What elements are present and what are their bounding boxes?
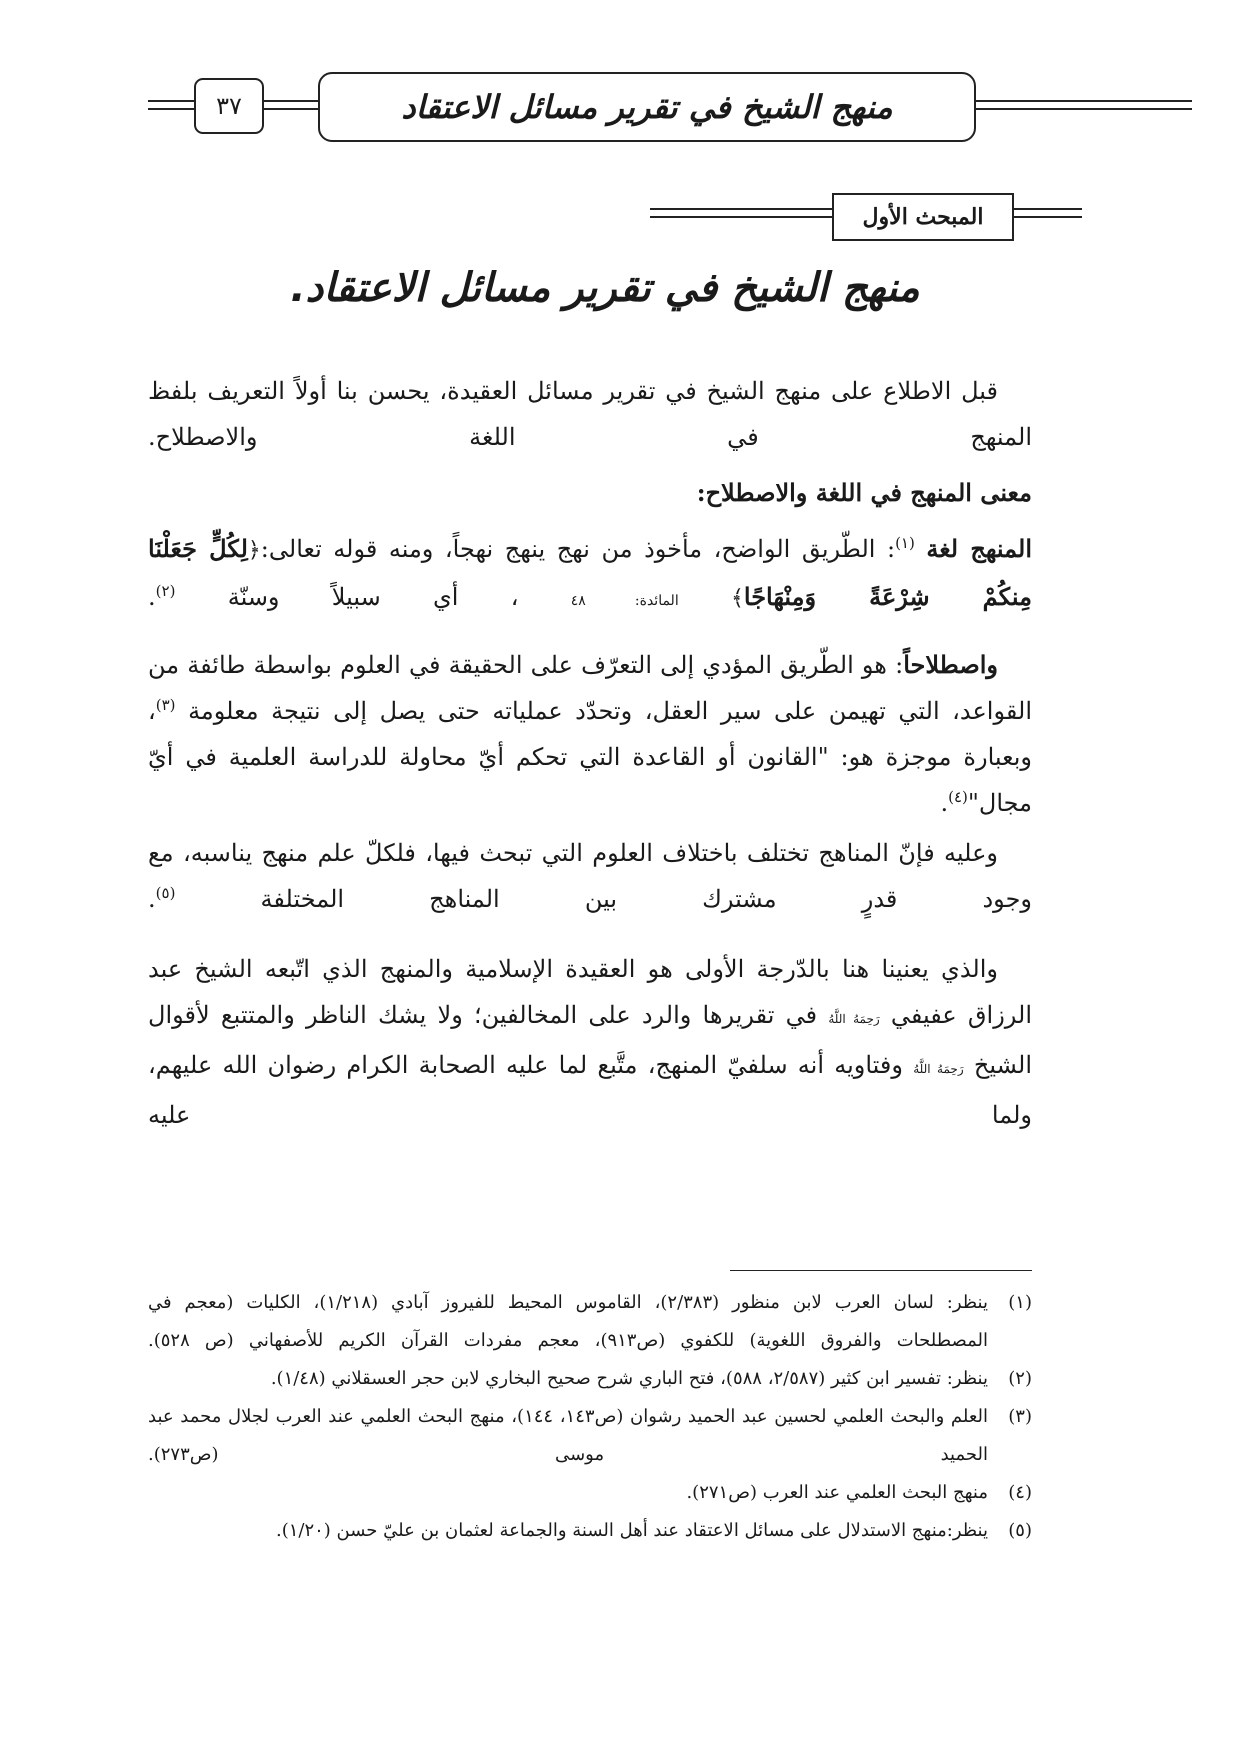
lang-term: المنهج لغة (926, 534, 1033, 563)
footnote-separator (730, 1270, 1032, 1271)
page-number (194, 78, 264, 134)
creed-text-c: وفتاويه أنه سلفيّ المنهج، متَّبع لما عليه الصحابة الكرام رضوان الله عليهم، ولما عليه (148, 1051, 1032, 1129)
running-title-text: منهج الشيخ في تقرير مسائل الاعتقاد (401, 88, 893, 126)
footnotes (148, 1284, 1032, 1550)
footnote-text: ينظر: تفسير ابن كثير (٢/٥٨٧، ٥٨٨)، فتح الباري شرح صحيح البخاري لابن حجر العسقلاني (١/٤٨). (270, 1368, 988, 1389)
footnote-ref-1: (١) (895, 534, 915, 552)
footnote-2 (148, 1360, 1032, 1398)
subheading: معنى المنهج في اللغة والاصطلاح: (696, 478, 1032, 507)
header-rule-left-top (148, 100, 194, 102)
ayah-bracket-close: ﴾ (731, 586, 744, 611)
creed-text-a: والذي يعنينا هنا بالدّرجة الأولى هو العقيدة الإسلامية والمنهج الذي اتّبعه الشيخ عبد الرزاق عفيفي (148, 955, 1033, 1029)
lang-text-c: . (148, 583, 156, 611)
header-rule-right-bottom (976, 108, 1192, 110)
methods-paragraph (148, 830, 1032, 922)
footnote-text: ينظر:منهج الاستدلال على مسائل الاعتقاد عند أهل السنة والجماعة لعثمان بن عليّ حسن (١/٢٠). (275, 1520, 988, 1541)
section-label (832, 193, 1014, 241)
footnote-5 (148, 1512, 1032, 1550)
header-rule-mid-top (264, 100, 318, 102)
footnote-ref-5: (٥) (155, 884, 176, 902)
header-rule-right-top (976, 100, 1192, 102)
section-rule-left-bottom (650, 216, 832, 218)
footnote-4 (148, 1474, 1032, 1512)
lang-definition-paragraph (148, 526, 1032, 624)
ayah-bracket-open: ﴿ (247, 538, 261, 563)
quran-verse: لِكُلٍّ جَعَلْنَا مِنكُمْ شِرْعَةً وَمِنْهَاجًا (148, 534, 1032, 611)
section-rule-left-top (650, 208, 832, 210)
page-title: منهج الشيخ في تقرير مسائل الاعتقاد. (290, 265, 920, 311)
footnote-number: (٤) (1008, 1482, 1032, 1503)
lang-text-b: ، أي سبيلاً وسنّة (227, 583, 519, 611)
footnote-number: (١) (1008, 1292, 1032, 1313)
footnote-text: العلم والبحث العلمي لحسين عبد الحميد رشوان (ص١٤٣، ١٤٤)، منهج البحث العلمي عند العرب لجلال محمد عبد الحميد موسى (ص٢٧٣). (148, 1406, 989, 1465)
verse-citation: المائدة: ٤٨ (570, 593, 679, 609)
footnote-number: (٥) (1008, 1520, 1032, 1541)
footnote-text: ينظر: لسان العرب لابن منظور (٢/٣٨٣)، القاموس المحيط للفيروز آبادي (١/٢١٨)، الكليات (معجم في المصطلحات والفروق اللغوية) للكفوي (ص٩١٣)، معجم مفردات القرآن الكريم للأصفهاني (ص ٥٢٨). (148, 1292, 989, 1351)
footnote-ref-4: (٤) (948, 788, 968, 806)
honorific-2: رَحِمَهُ اللَّهُ (913, 1062, 964, 1076)
intro-block (148, 368, 1032, 624)
methods-text-a: وعليه فإنّ المناهج تختلف باختلاف العلوم التي تبحث فيها، فلكلّ علم منهج يناسبه، مع وجود قدرٍ مشترك بين المناهج المختلفة (148, 839, 1033, 913)
footnote-ref-2: (٢) (155, 582, 176, 600)
header-rule-left-bottom (148, 108, 194, 110)
methods-text-b: . (148, 885, 156, 913)
header-rule-mid-bottom (264, 108, 318, 110)
section-label-text: المبحث الأول (862, 204, 984, 230)
footnote-number: (٣) (1008, 1406, 1032, 1427)
footnote-1 (148, 1284, 1032, 1360)
technical-text-a: : هو الطّريق المؤدي إلى التعرّف على الحقيقة في العلوم بواسطة طائفة من القواعد، التي تهيمن على سير العقل، وتحدّد عملياته حتى يصل إلى نتيجة معلومة (148, 651, 1032, 725)
footnote-3 (148, 1398, 1032, 1474)
section-rule-right-top (1014, 208, 1082, 210)
honorific-1: رَحِمَهُ اللَّهُ (828, 1012, 880, 1026)
technical-term: واصطلاحاً (903, 650, 998, 679)
page-number-text: ٣٧ (216, 92, 242, 120)
creed-block (148, 946, 1032, 1138)
running-title (318, 72, 976, 142)
footnote-ref-3: (٣) (155, 696, 176, 714)
lang-text-a: : الطّريق الواضح، مأخوذ من نهج ينهج نهجاً، ومنه قوله تعالى: (260, 535, 896, 563)
technical-text-c: . (940, 789, 949, 817)
technical-definition-block (148, 642, 1032, 922)
technical-definition-paragraph (148, 642, 1032, 826)
technical-text-b: ، وبعبارة موجزة هو: "القانون أو القاعدة التي تحكم أيّ محاولة للدراسة العلمية في أيّ مجال" (148, 697, 1032, 817)
intro-paragraph: قبل الاطلاع على منهج الشيخ في تقرير مسائل العقيدة، يحسن بنا أولاً التعريف بلفظ المنهج في اللغة والاصطلاح. (148, 377, 1032, 451)
section-rule-right-bottom (1014, 216, 1082, 218)
footnote-number: (٢) (1008, 1368, 1032, 1389)
creed-text-b: في تقريرها والرد على المخالفين؛ ولا يشك الناظر والمتتبع لأقوال الشيخ (148, 1001, 1032, 1079)
creed-paragraph (148, 946, 1032, 1138)
footnote-text: منهج البحث العلمي عند العرب (ص٢٧١). (686, 1482, 988, 1503)
